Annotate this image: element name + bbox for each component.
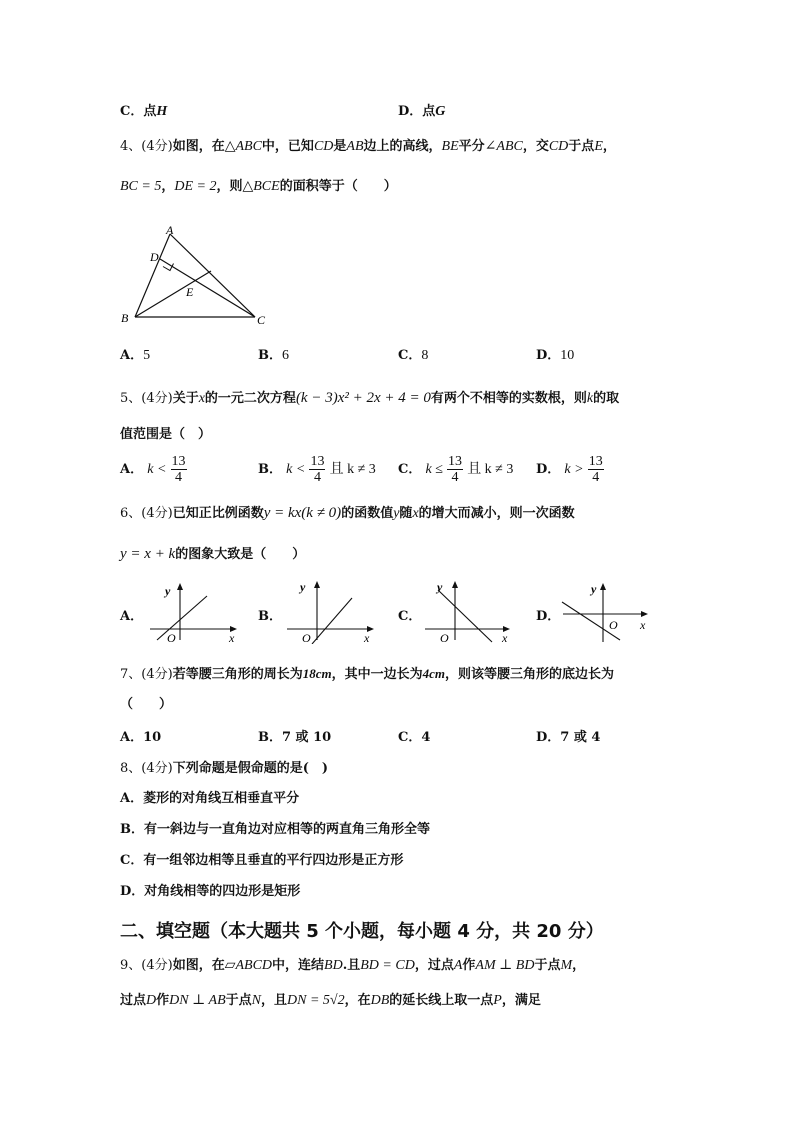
q3-option-c: C．点H bbox=[120, 104, 168, 119]
q5-option-b-fraction: $\frac{13}{4}$ bbox=[310, 454, 325, 485]
svg-text:O: O bbox=[440, 631, 449, 644]
svg-text:x: x bbox=[502, 631, 508, 644]
q5-option-b[interactable]: B． k < $\frac{13}{4}$ 且 k ≠ 3 bbox=[258, 454, 376, 485]
q8-option-d[interactable]: D．对角线相等的四边形是矩形 bbox=[120, 884, 301, 899]
q3-option-d: D．点G bbox=[398, 104, 446, 119]
q5-option-a-fraction: $\frac{13}{4}$ bbox=[171, 454, 186, 485]
q6-stem-line2: y = x + k的图象大致是（ ） bbox=[120, 546, 306, 562]
q4-label-b: B bbox=[121, 311, 129, 325]
q8-option-b[interactable]: B．有一斜边与一直角边对应相等的两直角三角形全等 bbox=[120, 822, 430, 837]
q7-stem-line1: 7、(4分)若等腰三角形的周长为18cm，其中一边长为4cm，则该等腰三角形的底边长为 bbox=[120, 666, 615, 682]
q8-option-c[interactable]: C．有一组邻边相等且垂直的平行四边形是正方形 bbox=[120, 853, 404, 868]
q7-option-a[interactable]: A．10 bbox=[120, 730, 162, 745]
q5-stem-line1: 5、(4分)关于x的一元二次方程(k − 3)x² + 2x + 4 = 0有两个不相等的实数根，则k的取 bbox=[120, 390, 620, 406]
q7-option-d[interactable]: D．7 或 4 bbox=[536, 730, 601, 745]
q4-option-b[interactable]: B．6 bbox=[258, 348, 289, 363]
q8-stem: 8、(4分)下列命题是假命题的是( ) bbox=[120, 761, 328, 776]
q7-stem-line2: （ ） bbox=[120, 697, 173, 712]
q4-option-d[interactable]: D．10 bbox=[536, 348, 575, 363]
svg-text:y: y bbox=[591, 582, 597, 596]
q5-option-d[interactable]: D． k > $\frac{13}{4}$ bbox=[536, 454, 603, 485]
q4-option-a[interactable]: A．5 bbox=[120, 348, 151, 363]
q6-stem-line1: 6、(4分)已知正比例函数y = kx(k ≠ 0)的函数值y随x的增大而减小，则一次函数 bbox=[120, 505, 575, 521]
q4-stem-line2: BC = 5，DE = 2，则△BCE的面积等于（ ） bbox=[120, 179, 397, 194]
q5-option-d-fraction: $\frac{13}{4}$ bbox=[588, 454, 603, 485]
q5-option-a[interactable]: A． k < $\frac{13}{4}$ bbox=[120, 454, 186, 485]
q6-graph-a[interactable] bbox=[145, 578, 245, 644]
q6-option-a[interactable]: A． bbox=[120, 609, 144, 624]
q6-graph-d[interactable] bbox=[558, 578, 658, 644]
q7-option-b[interactable]: B．7 或 10 bbox=[258, 730, 332, 745]
svg-text:O: O bbox=[609, 618, 618, 632]
q4-label-e: E bbox=[186, 285, 194, 299]
q5-stem-line2: 值范围是（ ） bbox=[120, 427, 212, 442]
svg-text:x: x bbox=[364, 631, 370, 644]
q6-graph-c[interactable] bbox=[420, 576, 520, 644]
svg-text:y: y bbox=[437, 580, 443, 594]
q7-option-c[interactable]: C．4 bbox=[398, 730, 431, 745]
q6-option-b[interactable]: B． bbox=[258, 609, 282, 624]
q8-option-a[interactable]: A．菱形的对角线互相垂直平分 bbox=[120, 791, 300, 806]
q6-option-d[interactable]: D． bbox=[536, 609, 561, 624]
q4-label-c: C bbox=[257, 313, 266, 327]
q9-stem-line2: 过点D作DN ⊥ AB于点N，且DN = 5√2，在DB的延长线上取一点P，满足 bbox=[120, 993, 541, 1008]
q4-label-a: A bbox=[166, 223, 174, 237]
svg-text:y: y bbox=[165, 584, 171, 598]
q4-label-d: D bbox=[150, 250, 159, 264]
svg-text:y: y bbox=[300, 580, 306, 594]
svg-text:x: x bbox=[640, 618, 646, 632]
svg-text:O: O bbox=[167, 631, 176, 644]
svg-text:O: O bbox=[302, 631, 311, 644]
q4-stem-line1: 4、(4分)如图，在△ABC中，已知CD是AB边上的高线，BE平分∠ABC，交CD于点E， bbox=[120, 139, 616, 154]
q4-triangle-figure bbox=[115, 222, 275, 330]
q6-graph-b[interactable] bbox=[282, 576, 382, 644]
q5-option-c[interactable]: C． k ≤ $\frac{13}{4}$ 且 k ≠ 3 bbox=[398, 454, 514, 485]
q5-option-c-fraction: $\frac{13}{4}$ bbox=[448, 454, 463, 485]
svg-text:x: x bbox=[229, 631, 235, 644]
section-heading-fill-in: 二、填空题（本大题共 5 个小题，每小题 4 分，共 20 分） bbox=[120, 921, 604, 942]
q6-option-c[interactable]: C． bbox=[398, 609, 422, 624]
q9-stem-line1: 9、(4分)如图，在▱ABCD中，连结BD.且BD = CD，过点A作AM ⊥ BD于点M， bbox=[120, 958, 586, 973]
q4-option-c[interactable]: C．8 bbox=[398, 348, 429, 363]
